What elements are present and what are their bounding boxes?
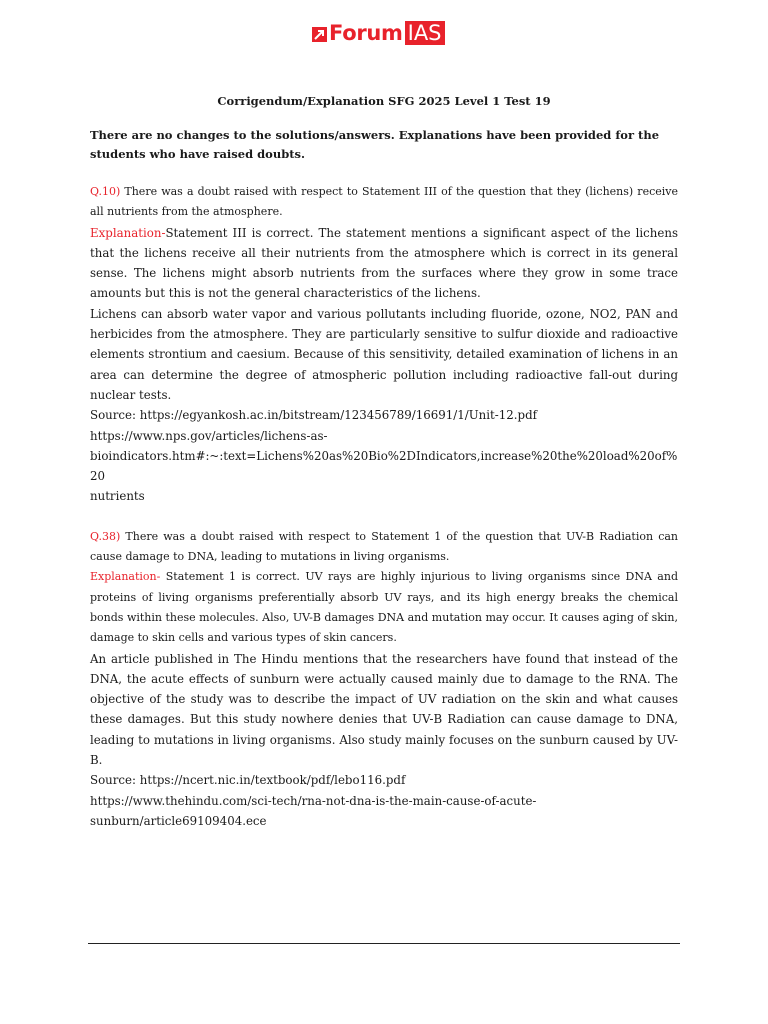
q38-link-line-2[interactable]: sunburn/article69109404.ece [90, 813, 267, 828]
q38-doubt [90, 527, 678, 568]
q38-link-line-1[interactable]: https://www.thehindu.com/sci-tech/rna-not-dna-is-the-main-cause-of-acute- [90, 793, 537, 808]
arrow-icon [312, 27, 327, 42]
q10-explanation [90, 223, 678, 304]
logo-text-ias: IAS [405, 21, 445, 45]
q38-label: Q.38) [90, 529, 121, 543]
q38-source[interactable]: Source: https://ncert.nic.in/textbook/pdf/lebo116.pdf [90, 773, 406, 788]
q10-link-line-3[interactable]: nutrients [90, 489, 145, 504]
q38-explanation [90, 567, 678, 648]
q10-explanation-text: Statement III is correct. The statement mentions a significant aspect of the lichens that the lichens receive all their nutrients from the atmosphere which is correct in its general sense. The lichens might absorb nutrients from the surfaces where they grow in some trace amounts but this is not the general characteristics of the lichens. [90, 225, 678, 301]
q10-doubt-text: There was a doubt raised with respect to Statement III of the question that they (lichens) receive all nutrients from the atmosphere. [90, 185, 678, 219]
q10-source[interactable]: Source: https://egyankosh.ac.in/bitstream/123456789/16691/1/Unit-12.pdf [90, 408, 538, 423]
section-spacer [90, 507, 678, 527]
intro-note: There are no changes to the solutions/answers. Explanations have been provided for the students who have raised doubts. [90, 128, 660, 161]
q10-paragraph: Lichens can absorb water vapor and various pollutants including fluoride, ozone, NO2, PAN and herbicides from the atmosphere. They are particularly sensitive to sulfur dioxide and radioactive elements strontium and caesium. Because of this sensitivity, detailed examination of lichens in an area can determine the degree of atmospheric pollution including radioactive fall-out during nuclear tests. [90, 306, 678, 402]
document-body [90, 92, 678, 831]
footer-divider [88, 943, 680, 944]
q10-doubt [90, 182, 678, 223]
q38-explanation-text: Statement 1 is correct. UV rays are highly injurious to living organisms since DNA and proteins of living organisms preferentially absorb UV rays, and its high energy breaks the chemical bonds within these molecules. Also, UV-B damages DNA and mutation may occur. It causes aging of skin, damage to skin cells and various types of skin cancers. [90, 570, 678, 645]
q38-paragraph: An article published in The Hindu mentions that the researchers have found that instead of the DNA, the acute effects of sunburn were actually caused mainly due to damage to the RNA. The objective of the study was to describe the impact of UV radiation on the skin and what causes these damages. But this study nowhere denies that UV-B Radiation can cause damage to DNA, leading to mutations in living organisms. Also study mainly focuses on the sunburn caused by UV-B. [90, 651, 678, 768]
q10-link-line-1[interactable]: https://www.nps.gov/articles/lichens-as- [90, 428, 328, 443]
forum-ias-logo [312, 20, 445, 46]
q38-doubt-text: There was a doubt raised with respect to Statement 1 of the question that UV-B Radiation can cause damage to DNA, leading to mutations in living organisms. [90, 529, 679, 564]
page-title: Corrigendum/Explanation SFG 2025 Level 1 Test 19 [217, 94, 551, 108]
q10-label: Q.10) [90, 185, 121, 198]
logo-text-forum: Forum [329, 21, 403, 45]
q10-explanation-label: Explanation- [90, 225, 166, 240]
q10-link-line-2[interactable]: bioindicators.htm#:~:text=Lichens%20as%20Bio%2DIndicators,increase%20the%20load%20of%20 [90, 448, 678, 484]
q38-explanation-label: Explanation- [90, 570, 161, 584]
